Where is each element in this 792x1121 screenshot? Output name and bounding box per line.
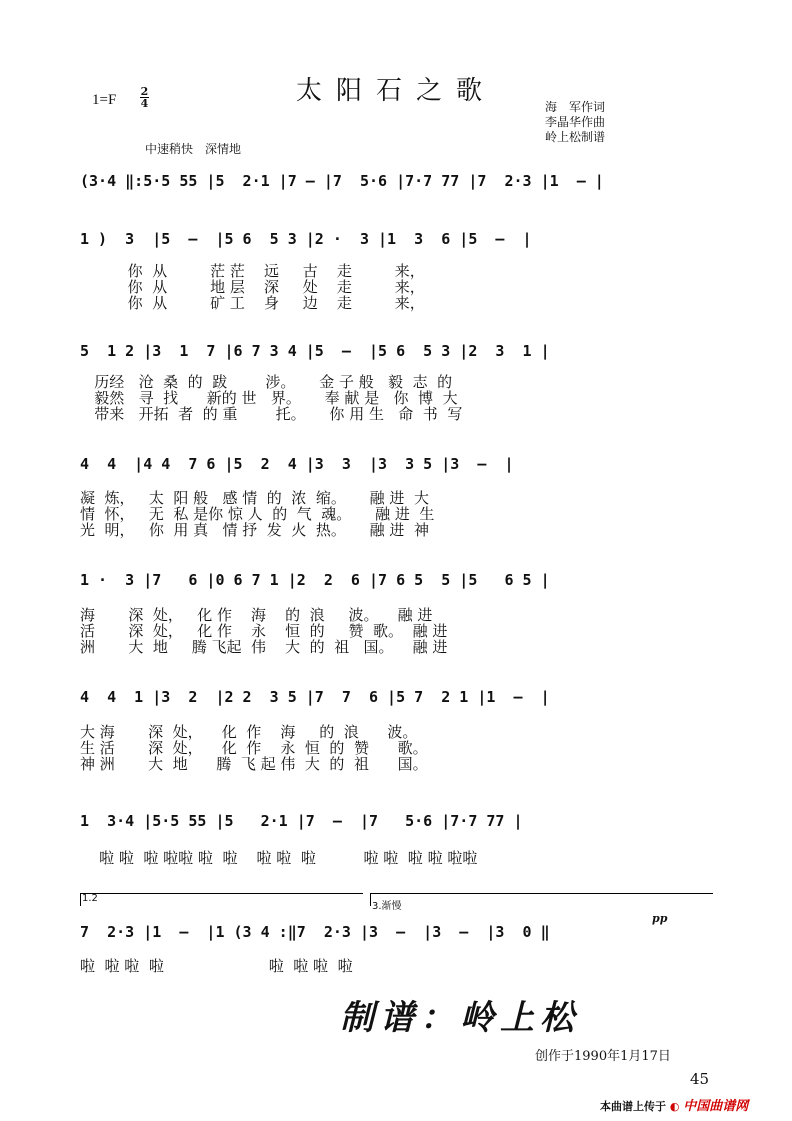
lyrics-line: 光 明， 你 用 真 情 抒 发 火 热。 融 进 神 bbox=[80, 521, 429, 539]
notation-system-5: 1 · 3 |7 6 |0 6 7 1 |2 2 6 |7 6 5 5 |5 6 5 | bbox=[80, 571, 550, 589]
notation-system-6: 4 4 1 |3 2 |2 2 3 5 |7 7 6 |5 7 2 1 |1 – | bbox=[80, 688, 550, 706]
arranger: 岭上松制谱 bbox=[545, 130, 606, 144]
lyricist: 海 军作词 bbox=[545, 100, 606, 114]
lyrics-line: 活 深 处， 化 作 永 恒 的 赞 歌。 融 进 bbox=[80, 622, 448, 640]
dynamic-marking: pp bbox=[652, 912, 668, 925]
notation-system-4: 4 4 |4 4 7 6 |5 2 4 |3 3 |3 3 5 |3 – | bbox=[80, 455, 514, 473]
notation-system-3: 5 1 2 |3 1 7 |6 7 3 4 |5 – |5 6 5 3 |2 3 1 | bbox=[80, 342, 550, 360]
site-name-link[interactable]: 中国曲谱网 bbox=[683, 1099, 749, 1114]
ending-bracket-3 bbox=[370, 893, 713, 906]
lyrics-line: 带来 开拓 者 的 重 托。 你 用 生 命 书 写 bbox=[80, 405, 463, 423]
meter-top: 2 bbox=[140, 85, 149, 98]
tempo-marking: 中速稍快 深情地 bbox=[145, 142, 242, 156]
lyrics-line: 大 海 深 处， 化 作 海 的 浪 波。 bbox=[80, 723, 418, 741]
lyrics-line: 历经 沧 桑 的 跋 涉。 金 子 般 毅 志 的 bbox=[80, 373, 453, 391]
lyrics-line: 你 从 矿 工 身 边 走 来， bbox=[80, 294, 425, 312]
lyrics-line: 神 洲 大 地 腾 飞 起 伟 大 的 祖 国。 bbox=[80, 755, 428, 773]
lyrics-line: 海 深 处， 化 作 海 的 浪 波。 融 进 bbox=[80, 606, 433, 624]
upload-text: 本曲谱上传于 bbox=[600, 1100, 666, 1113]
lyrics-line: 洲 大 地 腾 飞起 伟 大 的 祖 国。 融 进 bbox=[80, 638, 448, 656]
lyrics-line: 生 活 深 处， 化 作 永 恒 的 赞 歌。 bbox=[80, 739, 428, 757]
meter-bottom: 4 bbox=[140, 97, 149, 110]
composition-date: 创作于1990年1月17日 bbox=[535, 1049, 671, 1064]
arranger-signature: 制谱：岭上松 bbox=[340, 998, 580, 1038]
lyrics-line: 啦 啦 啦 啦啦 啦 啦 啦 啦 啦 啦 啦 啦 啦 啦啦 bbox=[80, 849, 478, 867]
page-number: 45 bbox=[690, 1070, 710, 1088]
page-title: 太阳石之歌 bbox=[295, 76, 496, 106]
ending-3-label: 3.渐慢 bbox=[372, 901, 402, 912]
notation-system-2: 1 ) 3 |5 – |5 6 5 3 |2 · 3 |1 3 6 |5 – | bbox=[80, 230, 532, 248]
notation-system-7: 1 3·4 |5·5 55 |5 2·1 |7 – |7 5·6 |7·7 77 | bbox=[80, 812, 523, 830]
site-logo-icon: ◐ bbox=[669, 1100, 680, 1113]
lyrics-line: 毅然 寻 找 新的 世 界。 奉 献 是 你 博 大 bbox=[80, 389, 458, 407]
lyrics-line: 凝 炼， 太 阳 般 感 情 的 浓 缩。 融 进 大 bbox=[80, 489, 429, 507]
lyrics-line: 你 从 地 层 深 处 走 来， bbox=[80, 278, 425, 296]
notation-system-8: 7 2·3 |1 – |1 (3 4 :‖7 2·3 |3 – |3 – |3 0 ‖ bbox=[80, 923, 550, 941]
lyrics-line: 啦 啦 啦 啦 啦 啦 啦 啦 bbox=[80, 957, 353, 975]
lyrics-line: 情 怀， 无 私 是你 惊 人 的 气 魂。 融 进 生 bbox=[80, 505, 435, 523]
ending-1-2-label: 1.2 bbox=[82, 893, 98, 904]
lyrics-line: 你 从 茫 茫 远 古 走 来， bbox=[80, 262, 425, 280]
key-signature: 1=F bbox=[92, 92, 117, 108]
ending-bracket-1 bbox=[80, 893, 363, 906]
time-signature bbox=[140, 86, 149, 109]
upload-note bbox=[600, 1095, 748, 1114]
composer: 李晶华作曲 bbox=[545, 115, 606, 129]
credits bbox=[545, 100, 605, 145]
notation-system-1: (3·4 ‖:5·5 55 |5 2·1 |7 – |7 5·6 |7·7 77 |7 2·3 |1 – | bbox=[80, 172, 604, 190]
